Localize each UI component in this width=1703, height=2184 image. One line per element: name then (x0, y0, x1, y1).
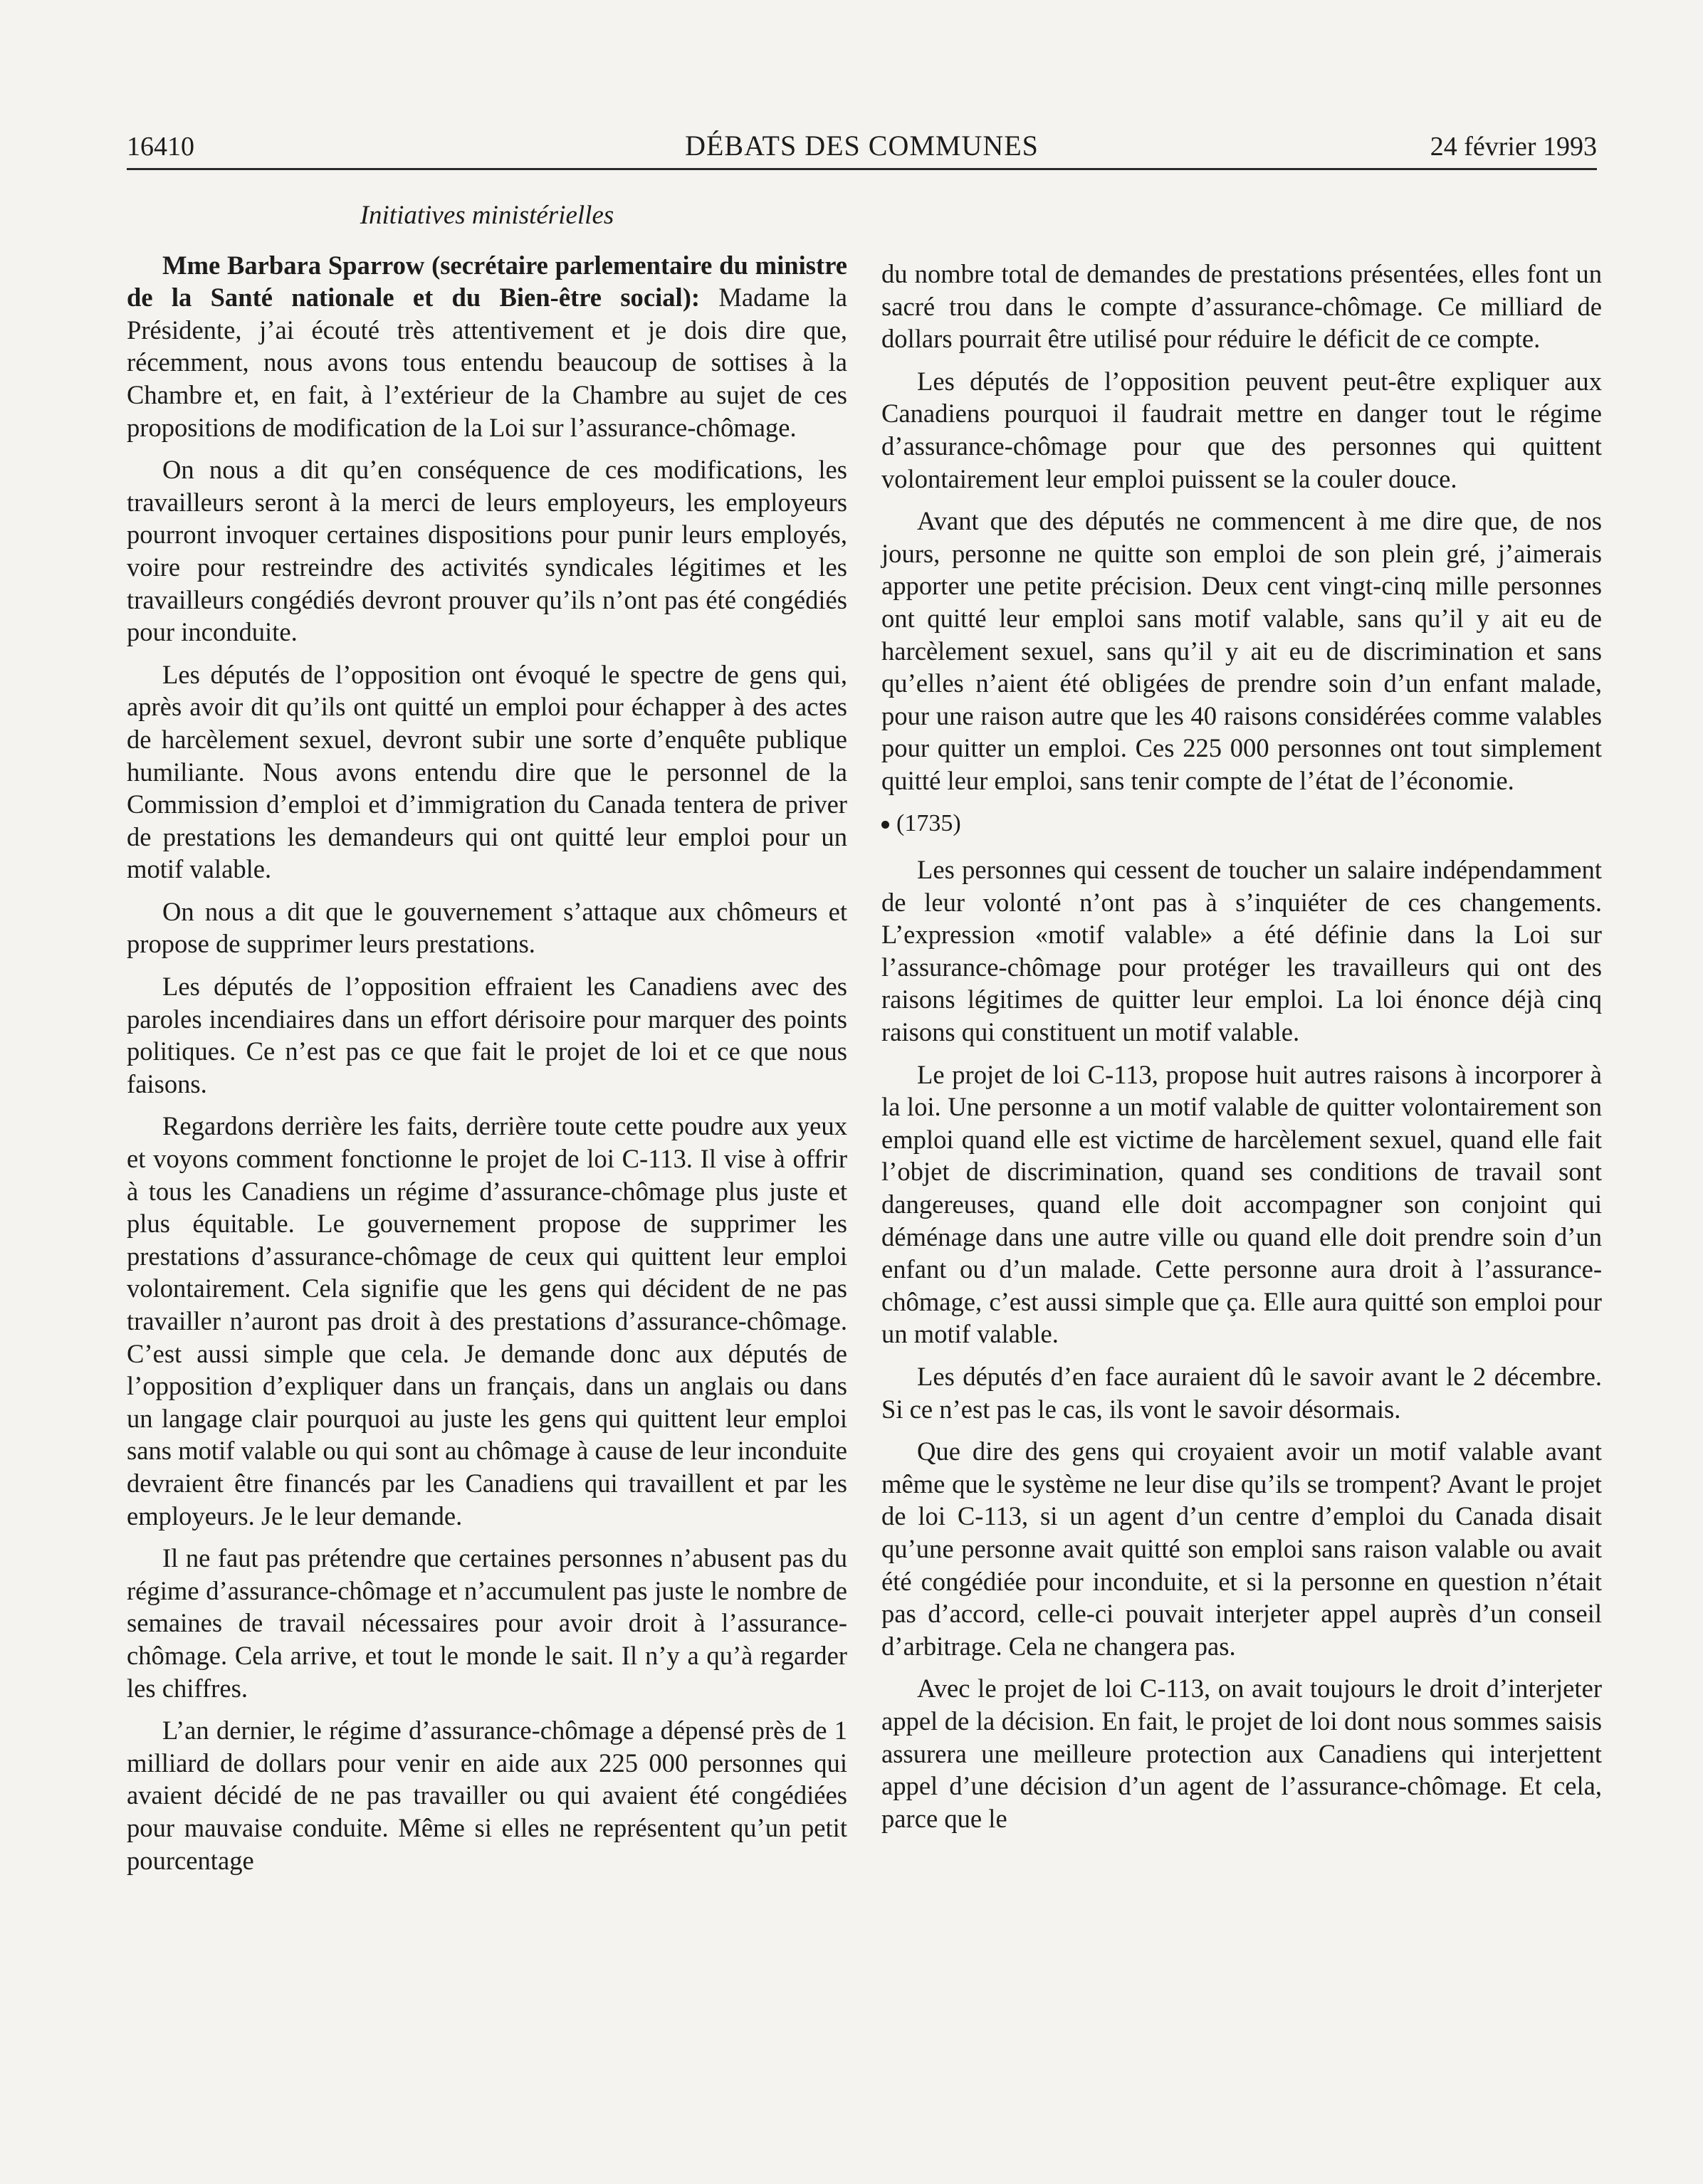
paragraph: Les députés de l’opposition ont évoqué le spectre de gens qui, après avoir dit qu’ils ont quitté un emploi pour échapper à des actes de harcèlement sexuel, devront subir une sorte d’enquête publique humiliante. Nous avons entendu dire que le personnel de la Commission d’emploi et d’immigration du Canada tentera de priver de prestations les demandeurs qui ont quitté leur emploi pour un motif valable. (127, 659, 847, 884)
paragraph: Les personnes qui cessent de toucher un salaire indépendamment de leur volonté n’ont pas à s’inquiéter de ces changements. L’expression «motif valable» a été définie dans la Loi sur l’assurance-chômage pour protéger les travailleurs qui ont des raisons légitimes de quitter leur emploi. La loi énonce déjà cinq raisons qui constituent un motif valable. (881, 855, 1602, 1047)
page-number: 16410 (127, 132, 194, 162)
paragraph: Avec le projet de loi C-113, on avait toujours le droit d’interjeter appel de la décision. En fait, le projet de loi dont nous sommes saisis assurera une meilleure protection aux Canadiens qui interjettent appel d’une décision d’un agent de l’assurance-chômage. Et cela, parce que le (881, 1674, 1602, 1833)
publication-title: DÉBATS DES COMMUNES (685, 130, 1039, 162)
paragraph: du nombre total de demandes de prestations présentées, elles font un sacré trou dans le compte d’assurance-chômage. Ce milliard de dollars pourrait être utilisé pour réduire le déficit de ce compte. (881, 259, 1602, 354)
time-text: (1735) (896, 809, 961, 836)
paragraph: Que dire des gens qui croyaient avoir un motif valable avant même que le système ne leur dise qu’ils se trompent? Avant le projet de loi C-113, si un agent d’un centre d’emploi du Canada disait qu’une personne avait quitté son emploi sans raison valable ou avait été congédiée pour inconduite, et si la personne en question n’était pas d’accord, celle-ci pouvait interjeter appel auprès d’un conseil d’arbitrage. Cela ne changera pas. (881, 1437, 1602, 1661)
paragraph: Le projet de loi C-113, propose huit autres raisons à incorporer à la loi. Une personne a un motif valable de quitter volontairement son emploi quand elle est victime de harcèlement sexuel, quand elle fait l’objet de discrimination, quand ses conditions de travail sont dangereuses, quand elle doit accompagner son conjoint qui déménage dans une autre ville ou quand elle doit prendre soin d’un enfant ou d’un malade. Cette personne aura droit à l’assurance-chômage, c’est aussi simple que ça. Elle aura quitté son emploi pour un motif valable. (881, 1059, 1602, 1349)
paragraph: Les députés de l’opposition peuvent peut-être expliquer aux Canadiens pourquoi il faudrait mettre en danger tout le régime d’assurance-chômage pour que des personnes qui quittent volontairement leur emploi puissent se la couler douce. (881, 366, 1602, 493)
paragraph: Il ne faut pas prétendre que certaines personnes n’abusent pas du régime d’assurance-chômage et n’accumulent pas juste le nombre de semaines de travail nécessaires pour avoir droit à l’assurance-chômage. Cela arrive, et tout le monde le sait. Il n’y a qu’à regarder les chiffres. (127, 1543, 847, 1703)
paragraph: On nous a dit qu’en conséquence de ces modifications, les travailleurs seront à la merci de leurs employeurs, les employeurs pourront invoquer certaines dispositions pour punir leurs employés, voire pour restreindre des activités syndicales légitimes et les travailleurs congédiés devront prouver qu’ils n’ont pas été congédiés pour inconduite. (127, 455, 847, 647)
paragraph (127, 249, 847, 444)
page-header (127, 121, 1597, 170)
publication-date: 24 février 1993 (1430, 132, 1597, 162)
paragraph-text: Madame la Présidente, j’ai écouté très attentivement et je dois dire que, récemment, nous avons tous entendu beaucoup de sottises à la Chambre et, en fait, à l’extérieur de la Chambre au sujet de ces propositions de modification de la Loi sur l’assurance-chômage. (127, 283, 847, 442)
paragraph: Les députés de l’opposition effraient les Canadiens avec des paroles incendiaires dans un effort dérisoire pour marquer des points politiques. Ce n’est pas ce que fait le projet de loi et ce que nous faisons. (127, 972, 847, 1098)
speaker-name: Mme Barbara Sparrow (secrétaire parlementaire du ministre de la Santé nationale et du Bien-être social): (127, 250, 847, 313)
paragraph: Avant que des députés ne commencent à me dire que, de nos jours, personne ne quitte son emploi de son plein gré, j’aimerais apporter une petite précision. Deux cent vingt-cinq mille personnes ont quitté leur emploi sans motif valable, sans qu’il y ait eu de harcèlement sexuel, sans qu’il y ait eu de discrimination et sans qu’elles n’aient été obligées de prendre soin d’un enfant malade, pour une raison autre que les 40 raisons considérées comme valables pour quitter un emploi. Ces 225 000 personnes ont tout simplement quitté leur emploi, sans tenir compte de l’état de l’économie. (881, 506, 1602, 795)
right-column (881, 258, 1602, 1844)
paragraph: Regardons derrière les faits, derrière toute cette poudre aux yeux et voyons comment fonctionne le projet de loi C-113. Il vise à offrir à tous les Canadiens un régime d’assurance-chômage plus juste et plus équitable. Le gouvernement propose de supprimer les prestations d’assurance-chômage de ceux qui quittent leur emploi volontairement. Cela signifie que les gens qui décident de ne pas travailler n’auront pas droit à des prestations d’assurance-chômage. C’est aussi simple que cela. Je demande donc aux députés de l’opposition d’expliquer dans un français, dans un anglais ou dans un langage clair pourquoi au juste les gens qui quittent leur emploi sans motif valable ou qui sont au chômage à cause de leur inconduite devraient être financés par les Canadiens qui travaillent et par les employeurs. Je le leur demande. (127, 1111, 847, 1531)
paragraph: Les députés d’en face auraient dû le savoir avant le 2 décembre. Si ce n’est pas le cas, ils vont le savoir désormais. (881, 1362, 1602, 1424)
left-column (127, 192, 847, 1886)
paragraph: On nous a dit que le gouvernement s’attaque aux chômeurs et propose de supprimer leurs prestations. (127, 896, 847, 959)
paragraph: L’an dernier, le régime d’assurance-chômage a dépensé près de 1 milliard de dollars pour venir en aide aux 225 000 personnes qui avaient décidé de ne pas travailler ou qui avaient été congédiées pour mauvaise conduite. Même si elles ne représentent qu’un petit pourcentage (127, 1716, 847, 1875)
time-marker (881, 807, 1602, 840)
section-heading: Initiatives ministérielles (360, 201, 614, 230)
bullet-icon (881, 821, 889, 829)
